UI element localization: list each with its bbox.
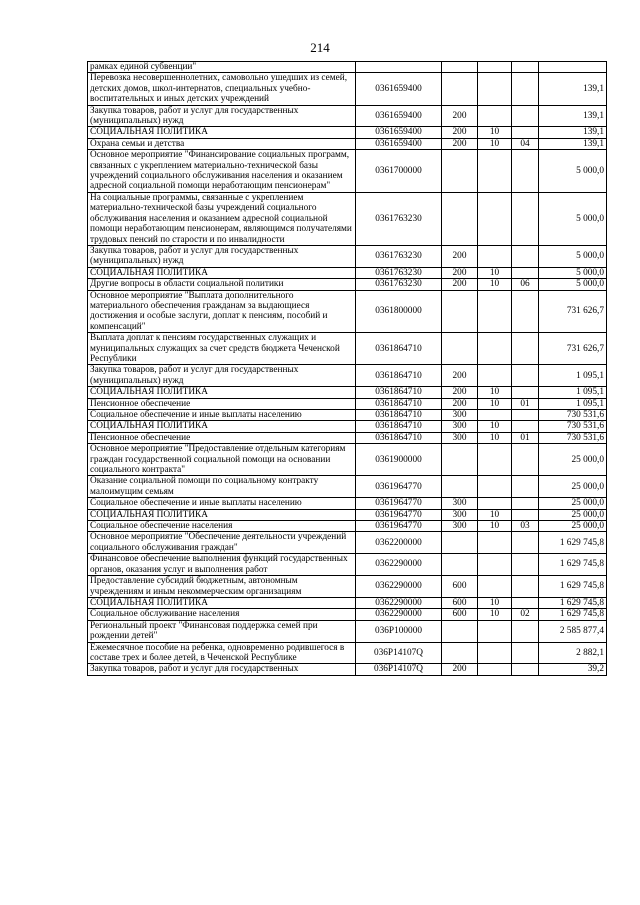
item-name-cell: Закупка товаров, работ и услуг для государственных (муниципальных) нужд [88,245,356,267]
table-row [88,532,607,554]
target-code-cell: 0361964770 [356,498,442,509]
section-cell [478,365,512,387]
subsection-cell [512,192,539,245]
expense-type-cell: 200 [442,279,478,290]
item-name-cell: Социальное обеспечение и иные выплаты населению [88,410,356,421]
target-code-cell: 0361659400 [356,127,442,138]
target-code-cell: 0361964770 [356,476,442,498]
section-cell: 10 [478,127,512,138]
expense-type-cell: 300 [442,509,478,520]
item-name-cell: Основное мероприятие "Обеспечение деятельности учреждений социального обслуживания граждан" [88,532,356,554]
section-cell: 10 [478,509,512,520]
target-code-cell: 0361700000 [356,150,442,193]
subsection-cell: 02 [512,609,539,620]
target-code-cell: 0361864710 [356,365,442,387]
subsection-cell [512,421,539,432]
expense-type-cell: 300 [442,421,478,432]
table-row [88,664,607,675]
table-row [88,521,607,532]
amount-cell: 1 095,1 [539,387,607,398]
target-code-cell: 036Р100000 [356,620,442,642]
target-code-cell: 0362290000 [356,609,442,620]
section-cell: 10 [478,279,512,290]
amount-cell: 25 000,0 [539,498,607,509]
expense-type-cell: 300 [442,410,478,421]
item-name-cell: Пенсионное обеспечение [88,432,356,443]
expense-type-cell: 300 [442,498,478,509]
section-cell [478,192,512,245]
item-name-cell: Региональный проект "Финансовая поддержка семей при рождении детей" [88,620,356,642]
section-cell [478,498,512,509]
expense-type-cell [442,333,478,365]
subsection-cell: 06 [512,279,539,290]
target-code-cell [356,62,442,73]
subsection-cell [512,509,539,520]
expense-type-cell: 600 [442,576,478,598]
table-row [88,267,607,278]
section-cell [478,532,512,554]
target-code-cell: 0361800000 [356,290,442,333]
expense-type-cell [442,554,478,576]
subsection-cell [512,73,539,105]
expense-type-cell [442,476,478,498]
section-cell [478,620,512,642]
item-name-cell: Пенсионное обеспечение [88,398,356,409]
subsection-cell [512,476,539,498]
amount-cell: 730 531,6 [539,421,607,432]
amount-cell: 5 000,0 [539,192,607,245]
item-name-cell: Охрана семьи и детства [88,138,356,149]
item-name-cell: Социальное обеспечение и иные выплаты населению [88,498,356,509]
amount-cell: 1 095,1 [539,365,607,387]
table-row [88,73,607,105]
target-code-cell: 0361659400 [356,105,442,127]
subsection-cell [512,267,539,278]
amount-cell: 5 000,0 [539,150,607,193]
item-name-cell: рамках единой субвенции" [88,62,356,73]
amount-cell: 730 531,6 [539,410,607,421]
expense-type-cell: 300 [442,521,478,532]
subsection-cell [512,410,539,421]
amount-cell: 139,1 [539,127,607,138]
section-cell [478,150,512,193]
subsection-cell [512,444,539,476]
item-name-cell: Выплата доплат к пенсиям государственных служащих и муниципальных служащих за счет средств бюджета Чеченской Республики [88,333,356,365]
subsection-cell [512,532,539,554]
section-cell [478,290,512,333]
expense-type-cell: 200 [442,365,478,387]
expense-type-cell: 600 [442,597,478,608]
subsection-cell: 01 [512,432,539,443]
expense-type-cell: 200 [442,127,478,138]
subsection-cell [512,365,539,387]
expense-type-cell: 200 [442,387,478,398]
expense-type-cell: 600 [442,609,478,620]
expense-type-cell [442,620,478,642]
table-row [88,279,607,290]
amount-cell: 5 000,0 [539,267,607,278]
section-cell [478,410,512,421]
amount-cell: 139,1 [539,138,607,149]
expense-type-cell: 300 [442,432,478,443]
table-row [88,509,607,520]
expense-type-cell [442,290,478,333]
table-row [88,398,607,409]
table-row [88,498,607,509]
target-code-cell: 0361763230 [356,267,442,278]
target-code-cell: 0362290000 [356,597,442,608]
target-code-cell: 0361964770 [356,509,442,520]
amount-cell: 139,1 [539,73,607,105]
target-code-cell: 0361864710 [356,333,442,365]
amount-cell: 25 000,0 [539,521,607,532]
target-code-cell: 0361864710 [356,421,442,432]
amount-cell: 1 629 745,8 [539,554,607,576]
table-row [88,642,607,664]
expense-type-cell [442,642,478,664]
amount-cell: 39,2 [539,664,607,675]
amount-cell: 139,1 [539,105,607,127]
expense-type-cell [442,444,478,476]
table-row [88,554,607,576]
item-name-cell: Закупка товаров, работ и услуг для государственных [88,664,356,675]
table-body [88,62,607,676]
subsection-cell [512,597,539,608]
page-number: 214 [310,40,330,55]
expense-type-cell [442,150,478,193]
subsection-cell [512,127,539,138]
subsection-cell [512,576,539,598]
section-cell: 10 [478,609,512,620]
table-row [88,609,607,620]
subsection-cell [512,245,539,267]
target-code-cell: 036Р14107Q [356,664,442,675]
target-code-cell: 0361659400 [356,73,442,105]
item-name-cell: СОЦИАЛЬНАЯ ПОЛИТИКА [88,421,356,432]
section-cell: 10 [478,421,512,432]
amount-cell: 1 095,1 [539,398,607,409]
section-cell: 10 [478,521,512,532]
subsection-cell [512,498,539,509]
item-name-cell: СОЦИАЛЬНАЯ ПОЛИТИКА [88,509,356,520]
item-name-cell: Основное мероприятие "Финансирование социальных программ, связанных с укреплением материально-технической базы учреждений социального обслуживания населения и оказанием адресной социальной помощи неработающим пенсионерам" [88,150,356,193]
amount-cell: 25 000,0 [539,509,607,520]
item-name-cell: Основное мероприятие "Выплата дополнительного материального обеспечения гражданам за выдающиеся достижения и особые заслуги, доплат к пенсиям, пособий и компенсаций" [88,290,356,333]
target-code-cell: 0362290000 [356,576,442,598]
amount-cell: 1 629 745,8 [539,597,607,608]
section-cell: 10 [478,432,512,443]
item-name-cell: СОЦИАЛЬНАЯ ПОЛИТИКА [88,387,356,398]
item-name-cell: Основное мероприятие "Предоставление отдельным категориям граждан государственной социальной помощи на основании социального контракта" [88,444,356,476]
table-row [88,387,607,398]
amount-cell: 5 000,0 [539,245,607,267]
section-cell [478,554,512,576]
table-row [88,410,607,421]
target-code-cell: 0361900000 [356,444,442,476]
table-row [88,597,607,608]
section-cell [478,642,512,664]
target-code-cell: 0361659400 [356,138,442,149]
target-code-cell: 0361864710 [356,410,442,421]
item-name-cell: Другие вопросы в области социальной политики [88,279,356,290]
expense-type-cell: 200 [442,138,478,149]
amount-cell: 1 629 745,8 [539,576,607,598]
target-code-cell: 0362200000 [356,532,442,554]
amount-cell: 1 629 745,8 [539,532,607,554]
table-row [88,333,607,365]
table-row [88,105,607,127]
item-name-cell: СОЦИАЛЬНАЯ ПОЛИТИКА [88,127,356,138]
expense-type-cell: 200 [442,398,478,409]
table-row [88,444,607,476]
table-row [88,432,607,443]
table-row [88,576,607,598]
table-row [88,245,607,267]
expense-type-cell [442,73,478,105]
section-cell [478,444,512,476]
amount-cell: 731 626,7 [539,333,607,365]
item-name-cell: Перевозка несовершеннолетних, самовольно ушедших из семей, детских домов, школ-интернатов, специальных учебно-воспитательных и иных детских учреждений [88,73,356,105]
section-cell [478,476,512,498]
amount-cell: 25 000,0 [539,476,607,498]
table-row [88,620,607,642]
section-cell [478,73,512,105]
section-cell [478,245,512,267]
item-name-cell: На социальные программы, связанные с укреплением материально-технической базы учреждений социального обслуживания населения и оказанием адресной социальной помощи неработающим пенсионерам, являющимся получателями трудовых пенсий по старости и по инвалидности [88,192,356,245]
table-row [88,62,607,73]
expense-type-cell [442,192,478,245]
expense-type-cell: 200 [442,664,478,675]
subsection-cell [512,664,539,675]
table-row [88,365,607,387]
target-code-cell: 0361964770 [356,521,442,532]
subsection-cell: 03 [512,521,539,532]
item-name-cell: Финансовое обеспечение выполнения функций государственных органов, оказания услуг и выполнения работ [88,554,356,576]
section-cell [478,333,512,365]
target-code-cell: 036Р14107Q [356,642,442,664]
expense-type-cell: 200 [442,267,478,278]
target-code-cell: 0361763230 [356,192,442,245]
section-cell [478,664,512,675]
budget-table [87,61,607,676]
expense-type-cell: 200 [442,245,478,267]
subsection-cell [512,150,539,193]
item-name-cell: Ежемесячное пособие на ребенка, одновременно родившегося в составе трех и более детей, в Чеченской Республике [88,642,356,664]
item-name-cell: Социальное обслуживание населения [88,609,356,620]
target-code-cell: 0361763230 [356,245,442,267]
subsection-cell: 04 [512,138,539,149]
subsection-cell [512,554,539,576]
subsection-cell [512,105,539,127]
table-row [88,290,607,333]
expense-type-cell: 200 [442,105,478,127]
item-name-cell: СОЦИАЛЬНАЯ ПОЛИТИКА [88,597,356,608]
section-cell [478,105,512,127]
expense-type-cell [442,62,478,73]
target-code-cell: 0361864710 [356,387,442,398]
item-name-cell: Закупка товаров, работ и услуг для государственных (муниципальных) нужд [88,365,356,387]
item-name-cell: СОЦИАЛЬНАЯ ПОЛИТИКА [88,267,356,278]
table-row [88,192,607,245]
amount-cell: 2 882,1 [539,642,607,664]
expense-type-cell [442,532,478,554]
subsection-cell [512,387,539,398]
item-name-cell: Закупка товаров, работ и услуг для государственных (муниципальных) нужд [88,105,356,127]
amount-cell: 731 626,7 [539,290,607,333]
table-row [88,138,607,149]
amount-cell [539,62,607,73]
target-code-cell: 0361864710 [356,398,442,409]
table-row [88,150,607,193]
section-cell: 10 [478,387,512,398]
subsection-cell [512,620,539,642]
table-row [88,127,607,138]
amount-cell: 1 629 745,8 [539,609,607,620]
section-cell: 10 [478,597,512,608]
section-cell [478,62,512,73]
item-name-cell: Социальное обеспечение населения [88,521,356,532]
table-row [88,476,607,498]
subsection-cell: 01 [512,398,539,409]
section-cell: 10 [478,398,512,409]
target-code-cell: 0361864710 [356,432,442,443]
section-cell: 10 [478,267,512,278]
amount-cell: 25 000,0 [539,444,607,476]
item-name-cell: Предоставление субсидий бюджетным, автономным учреждениям и иным некоммерческим организациям [88,576,356,598]
table-row [88,421,607,432]
amount-cell: 730 531,6 [539,432,607,443]
target-code-cell: 0361763230 [356,279,442,290]
amount-cell: 2 585 877,4 [539,620,607,642]
subsection-cell [512,62,539,73]
section-cell: 10 [478,138,512,149]
subsection-cell [512,333,539,365]
subsection-cell [512,290,539,333]
target-code-cell: 0362290000 [356,554,442,576]
section-cell [478,576,512,598]
item-name-cell: Оказание социальной помощи по социальному контракту малоимущим семьям [88,476,356,498]
subsection-cell [512,642,539,664]
amount-cell: 5 000,0 [539,279,607,290]
